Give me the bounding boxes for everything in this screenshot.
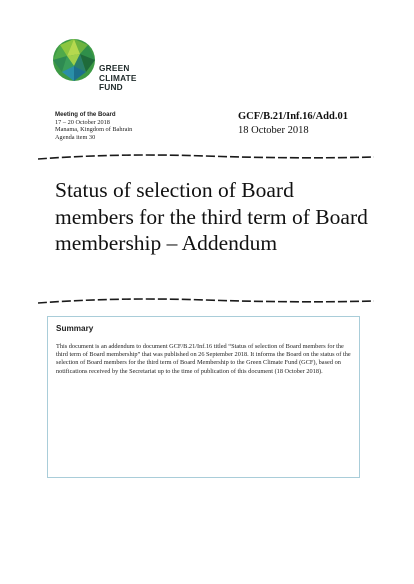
- summary-box: [47, 316, 360, 478]
- logo-word-green: GREEN: [99, 63, 130, 73]
- logo-word-climate: CLIMATE: [99, 72, 137, 83]
- meeting-label: Meeting of the Board: [55, 111, 116, 118]
- top-divider: [38, 151, 374, 163]
- summary-heading: Summary: [56, 324, 94, 333]
- logo-wordmark: [99, 64, 137, 93]
- meeting-location: Manama, Kingdom of Bahrain: [55, 126, 133, 134]
- document-info: [238, 110, 348, 138]
- meeting-info: [55, 111, 132, 141]
- page-title: Status of selection of Board members for the third term of Board membership – Addendum: [55, 178, 368, 255]
- bottom-divider: [38, 295, 374, 307]
- summary-body: This document is an addendum to document GCF/B.21/Inf.16 titled “Status of selection of Board members for the third term of Board membership” that was published on 26 September 2018. It informs the Board on the status of the selection of Board members for the third term of Board Membership to the Green Climate Fund (GCF), based on notifications received by the Secretariat up to the time of publication of this document (18 October 2018).: [56, 343, 351, 375]
- logo-word-fund: FUND: [99, 82, 123, 93]
- document-code: GCF/B.21/Inf.16/Add.01: [238, 111, 348, 122]
- meeting-agenda: Agenda item 30: [55, 133, 96, 141]
- meeting-dates: 17 – 20 October 2018: [55, 118, 110, 126]
- document-date: 18 October 2018: [238, 125, 309, 136]
- green-climate-fund-logo-icon: [52, 38, 96, 82]
